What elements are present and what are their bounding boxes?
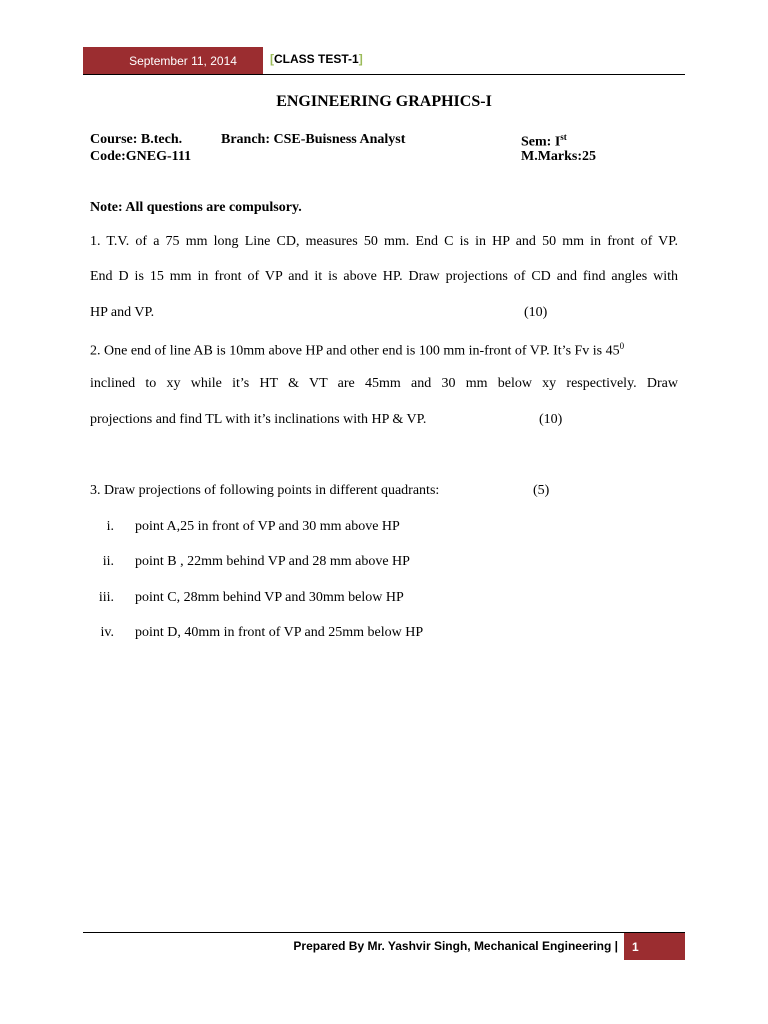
list-item-number: ii. <box>102 554 114 569</box>
question-1-line-3: HP and VP. <box>90 305 155 320</box>
question-2-line-1 <box>90 341 678 360</box>
max-marks: M.Marks:25 <box>521 149 597 164</box>
degree-superscript: 0 <box>619 341 625 351</box>
header-date: September 11, 2014 <box>129 53 237 68</box>
footer-author: Prepared By Mr. Yashvir Singh, Mechanical Engineering | <box>293 939 618 953</box>
header-date-banner <box>83 47 263 74</box>
question-2-line-1-text: 2. One end of line AB is 10mm above HP and other end is 100 mm in-front of VP. It’s Fv is 45 <box>90 343 620 359</box>
list-item-number: iii. <box>98 590 114 605</box>
list-item-number: i. <box>106 519 114 534</box>
branch-info: Branch: CSE-Buisness Analyst <box>221 132 406 147</box>
bracket-open: [ <box>270 52 274 66</box>
question-3-line-1: 3. Draw projections of following points in different quadrants: <box>90 483 440 498</box>
list-item: point A,25 in front of VP and 30 mm above HP <box>135 519 400 534</box>
course-info: Course: B.tech. <box>90 132 183 147</box>
semester-info <box>521 132 567 151</box>
semester-label: Sem: I <box>521 134 561 150</box>
question-2-line-3: projections and find TL with it’s inclinations with HP & VP. <box>90 412 427 427</box>
header-divider <box>83 74 685 75</box>
question-1-line-1: 1. T.V. of a 75 mm long Line CD, measures 50 mm. End C is in HP and 50 mm in front of VP. <box>90 234 678 249</box>
list-item: point C, 28mm behind VP and 30mm below HP <box>135 590 404 605</box>
document-title: ENGINEERING GRAPHICS-I <box>276 93 492 110</box>
list-item-number: iv. <box>100 625 114 640</box>
semester-superscript: st <box>560 132 567 142</box>
list-item: point B , 22mm behind VP and 28 mm above HP <box>135 554 410 569</box>
course-code: Code:GNEG-111 <box>90 149 192 164</box>
bracket-close: ] <box>358 52 363 66</box>
question-2-marks: (10) <box>539 412 563 427</box>
header-test-label <box>270 52 363 66</box>
list-item: point D, 40mm in front of VP and 25mm below HP <box>135 625 424 640</box>
question-1-line-2: End D is 15 mm in front of VP and it is above HP. Draw projections of CD and find angles with <box>90 269 678 284</box>
question-1-marks: (10) <box>524 305 548 320</box>
footer-divider <box>83 932 685 933</box>
page-number: 1 <box>624 933 685 960</box>
question-2-line-2: inclined to xy while it’s HT & VT are 45mm and 30 mm below xy respectively. Draw <box>90 376 678 391</box>
instructions-note: Note: All questions are compulsory. <box>90 200 302 215</box>
question-3-marks: (5) <box>533 483 550 498</box>
class-test-label: CLASS TEST-1 <box>274 52 359 66</box>
